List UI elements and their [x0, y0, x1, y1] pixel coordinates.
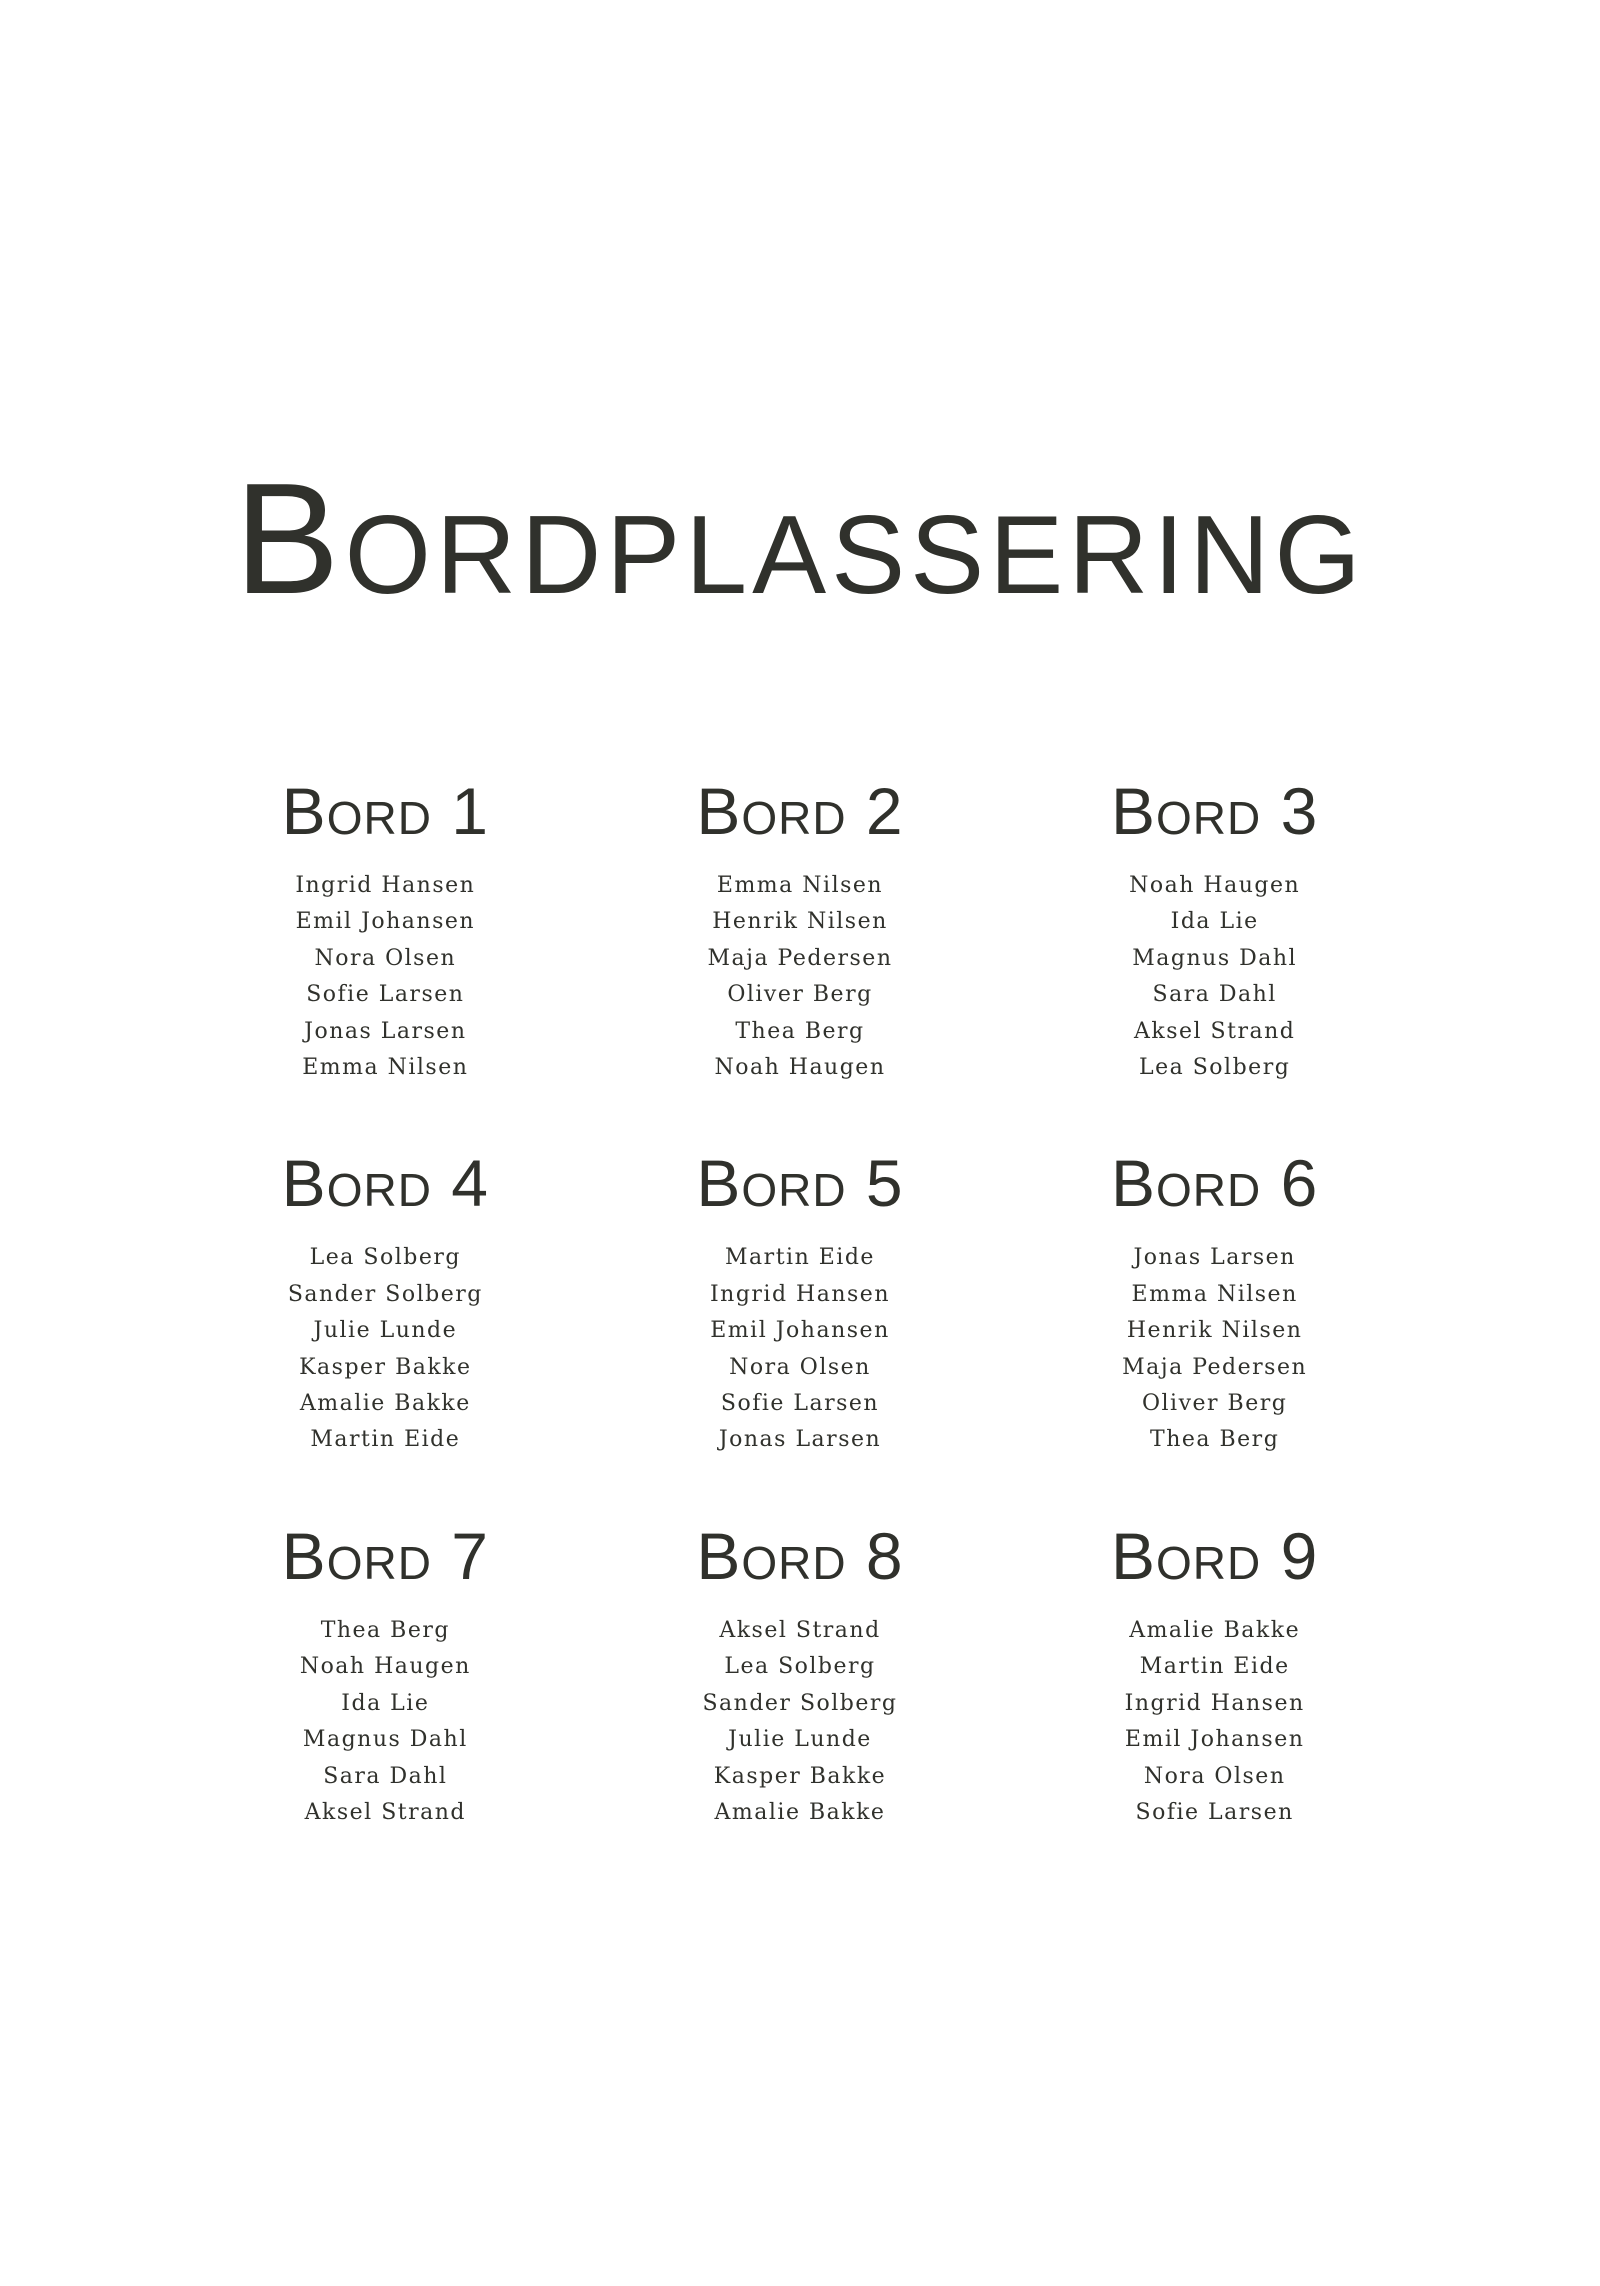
guest-name: Nora Olsen [1143, 1763, 1286, 1789]
guest-name: Ida Lie [341, 1690, 430, 1716]
table-card-9 [1007, 1518, 1422, 1831]
guest-name: Martin Eide [1139, 1654, 1290, 1680]
guest-name: Jonas Larsen [718, 1427, 882, 1453]
guest-name: Noah Haugen [299, 1654, 471, 1680]
table-heading: Bord 7 [281, 1518, 489, 1593]
guest-name: Julie Lunde [313, 1318, 458, 1344]
guest-list [593, 868, 1008, 1086]
table-card-1 [178, 774, 593, 1086]
guest-name: Oliver Berg [727, 982, 873, 1008]
guest-name: Martin Eide [725, 1245, 875, 1271]
guest-name: Magnus Dahl [302, 1727, 468, 1753]
guest-name: Maja Pedersen [1122, 1354, 1308, 1380]
guest-name: Thea Berg [1150, 1427, 1280, 1453]
table-card-6 [1007, 1146, 1422, 1458]
guest-name: Maja Pedersen [707, 945, 893, 971]
guest-list [1007, 868, 1422, 1086]
guest-name: Oliver Berg [1141, 1391, 1288, 1417]
table-heading: Bord 4 [281, 1146, 489, 1221]
guest-name: Sofie Larsen [720, 1391, 880, 1417]
guest-name: Emma Nilsen [1131, 1281, 1298, 1307]
guest-name: Aksel Strand [719, 1617, 881, 1643]
guest-name: Emil Johansen [1124, 1727, 1305, 1753]
guest-name: Nora Olsen [314, 945, 457, 971]
guest-name: Lea Solberg [1139, 1055, 1291, 1081]
guest-list [593, 1613, 1008, 1831]
guest-list [178, 868, 593, 1086]
guest-list [178, 1240, 593, 1458]
guest-name: Kasper Bakke [713, 1763, 887, 1789]
guest-name: Sander Solberg [702, 1690, 898, 1716]
guest-name: Magnus Dahl [1132, 945, 1298, 971]
table-card-5 [593, 1146, 1008, 1458]
guest-name: Noah Haugen [714, 1055, 886, 1081]
table-card-7 [178, 1518, 593, 1831]
guest-name: Nora Olsen [729, 1354, 871, 1380]
table-heading: Bord 6 [1111, 1146, 1319, 1221]
guest-list [1007, 1613, 1422, 1831]
guest-name: Aksel Strand [1133, 1018, 1296, 1044]
guest-name: Lea Solberg [724, 1654, 876, 1680]
guest-list [178, 1613, 593, 1831]
guest-name: Martin Eide [310, 1427, 461, 1453]
guest-name: Emma Nilsen [716, 873, 884, 898]
guest-name: Jonas Larsen [304, 1018, 467, 1044]
guest-name: Sara Dahl [323, 1763, 448, 1789]
table-card-2 [593, 774, 1008, 1086]
guest-name: Emma Nilsen [302, 1055, 469, 1081]
guest-name: Lea Solberg [309, 1245, 461, 1271]
table-grid [178, 774, 1422, 1831]
guest-name: Jonas Larsen [1133, 1245, 1296, 1271]
page-title: Bordplassering [234, 451, 1366, 627]
guest-name: Ida Lie [1170, 909, 1259, 935]
guest-name: Amalie Bakke [714, 1799, 886, 1825]
guest-list [1007, 1240, 1422, 1458]
table-heading: Bord 5 [696, 1146, 904, 1221]
guest-name: Henrik Nilsen [1126, 1318, 1303, 1344]
guest-name: Sofie Larsen [1135, 1799, 1294, 1825]
guest-name: Emil Johansen [295, 909, 476, 935]
guest-name: Ingrid Hansen [295, 873, 476, 898]
guest-name: Julie Lunde [728, 1727, 872, 1753]
guest-name: Amalie Bakke [1129, 1617, 1301, 1643]
guest-name: Thea Berg [320, 1617, 450, 1643]
guest-name: Kasper Bakke [299, 1354, 472, 1380]
guest-name: Aksel Strand [304, 1799, 466, 1825]
table-card-8 [593, 1518, 1008, 1831]
table-card-3 [1007, 774, 1422, 1086]
guest-name: Amalie Bakke [299, 1391, 471, 1417]
table-heading: Bord 3 [1111, 774, 1319, 848]
guest-list [593, 1240, 1008, 1458]
guest-name: Noah Haugen [1129, 873, 1301, 898]
table-card-4 [178, 1146, 593, 1458]
table-heading: Bord 2 [696, 774, 904, 848]
guest-name: Thea Berg [735, 1018, 865, 1044]
table-heading: Bord 8 [696, 1518, 904, 1593]
guest-name: Emil Johansen [710, 1318, 890, 1344]
table-heading: Bord 1 [281, 774, 489, 848]
table-heading: Bord 9 [1111, 1518, 1319, 1593]
guest-name: Sander Solberg [287, 1281, 483, 1307]
guest-name: Ingrid Hansen [1124, 1690, 1305, 1716]
guest-name: Ingrid Hansen [709, 1281, 890, 1307]
guest-name: Sofie Larsen [306, 982, 465, 1008]
guest-name: Sara Dahl [1152, 982, 1277, 1008]
guest-name: Henrik Nilsen [712, 909, 888, 935]
